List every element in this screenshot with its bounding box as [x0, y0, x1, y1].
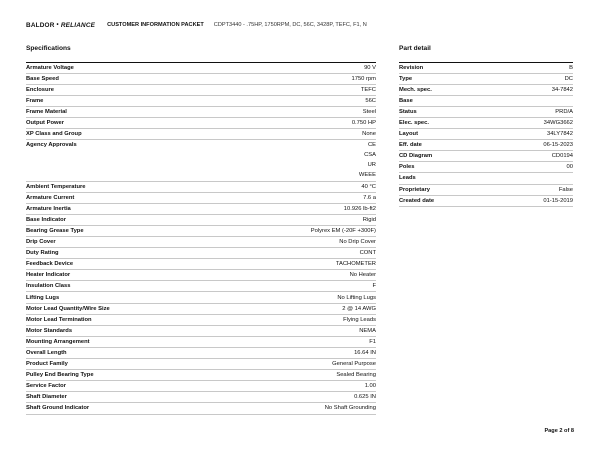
spec-label-continuation [26, 160, 226, 170]
spec-row [26, 214, 376, 225]
spec-value: 1750 rpm [226, 73, 376, 84]
brand-logo [26, 22, 95, 29]
spec-row [26, 140, 376, 151]
spec-row [26, 170, 376, 181]
part-detail-label: Status [399, 106, 489, 117]
part-detail-row [399, 84, 573, 95]
spec-value: TEFC [226, 84, 376, 95]
part-detail-value: 00 [489, 162, 573, 173]
part-detail-label: Layout [399, 129, 489, 140]
spec-label: Motor Lead Termination [26, 314, 226, 325]
spec-row [26, 95, 376, 106]
part-detail-value: 01-15-2019 [489, 195, 573, 206]
spec-row [26, 203, 376, 214]
part-detail-value: 34WG3662 [489, 117, 573, 128]
spec-row [26, 248, 376, 259]
spec-value: 16.64 IN [226, 347, 376, 358]
spec-row [26, 225, 376, 236]
spec-value: Flying Leads [226, 314, 376, 325]
spec-label: XP Class and Group [26, 129, 226, 140]
packet-title: CUSTOMER INFORMATION PACKET [107, 22, 204, 28]
spec-value: WEEE [226, 170, 376, 181]
spec-row [26, 314, 376, 325]
spec-value: No Drip Cover [226, 237, 376, 248]
part-detail-row [399, 117, 573, 128]
part-detail-label: Type [399, 73, 489, 84]
spec-value: Rigid [226, 214, 376, 225]
part-detail-label: Revision [399, 62, 489, 73]
spec-value: 10.926 lb-ft2 [226, 203, 376, 214]
part-detail-label: CD Diagram [399, 151, 489, 162]
spec-value: F1 [226, 336, 376, 347]
spec-row [26, 84, 376, 95]
part-detail-row [399, 95, 573, 106]
spec-label: Base Speed [26, 73, 226, 84]
spec-row [26, 117, 376, 128]
spec-value: Steel [226, 106, 376, 117]
spec-label: Feedback Device [26, 259, 226, 270]
spec-row [26, 381, 376, 392]
spec-label: Heater Indicator [26, 270, 226, 281]
part-detail-value: 34LY7842 [489, 129, 573, 140]
part-detail-label: Mech. spec. [399, 84, 489, 95]
part-detail-row [399, 140, 573, 151]
spec-label: Ambient Temperature [26, 181, 226, 192]
part-detail-value: 06-15-2023 [489, 140, 573, 151]
spec-value: UR [367, 162, 376, 169]
spec-label: Product Family [26, 359, 226, 370]
specifications-table [26, 62, 376, 415]
spec-row [26, 359, 376, 370]
part-detail-label: Elec. spec. [399, 117, 489, 128]
logo-baldor: BALDOR [26, 21, 55, 29]
part-detail-row [399, 162, 573, 173]
spec-value: 0.625 IN [226, 392, 376, 403]
part-detail-title: Part detail [399, 45, 431, 52]
part-detail-value: B [489, 62, 573, 73]
part-detail-row [399, 173, 573, 184]
spec-label: Duty Rating [26, 248, 226, 259]
part-detail-row [399, 129, 573, 140]
spec-row [26, 237, 376, 248]
spec-row [26, 106, 376, 117]
spec-label-continuation [26, 170, 226, 181]
spec-row [26, 62, 376, 73]
spec-row [26, 160, 376, 170]
spec-label: Drip Cover [26, 237, 226, 248]
part-detail-label: Leads [399, 173, 489, 184]
document-header [26, 20, 367, 30]
part-detail-row [399, 184, 573, 195]
spec-value: 1.00 [226, 381, 376, 392]
part-detail-value: CD0194 [489, 151, 573, 162]
spec-label: Mounting Arrangement [26, 336, 226, 347]
part-detail-row [399, 106, 573, 117]
spec-row [26, 181, 376, 192]
spec-row [26, 403, 376, 414]
spec-row [26, 150, 376, 160]
part-detail-value: 34-7842 [489, 84, 573, 95]
part-detail-value: DC [489, 73, 573, 84]
part-detail-label: Poles [399, 162, 489, 173]
spec-value: 2 @ 14 AWG [226, 303, 376, 314]
spec-row [26, 303, 376, 314]
spec-label: Motor Standards [26, 325, 226, 336]
part-detail-value: False [489, 184, 573, 195]
part-detail-label: Proprietary [399, 184, 489, 195]
spec-row [26, 292, 376, 303]
part-detail-table [399, 62, 573, 207]
spec-value: No Lifting Lugs [226, 292, 376, 303]
part-detail-value [489, 173, 573, 184]
spec-row [26, 129, 376, 140]
part-detail-row [399, 62, 573, 73]
page-number: Page 2 of 8 [544, 428, 574, 434]
part-detail-label: Eff. date [399, 140, 489, 151]
spec-value: 0.750 HP [226, 117, 376, 128]
spec-value: CSA [364, 152, 376, 159]
spec-row [26, 370, 376, 381]
spec-value: 90 V [226, 62, 376, 73]
spec-label: Armature Inertia [26, 203, 226, 214]
spec-row [26, 270, 376, 281]
spec-value: 56C [226, 95, 376, 106]
spec-value: CE [367, 142, 376, 149]
part-detail-value [489, 95, 573, 106]
logo-separator-icon: • [56, 22, 59, 28]
spec-label: Frame Material [26, 106, 226, 117]
spec-value: None [226, 129, 376, 140]
spec-value: No Heater [226, 270, 376, 281]
spec-label: Pulley End Bearing Type [26, 370, 226, 381]
spec-value: 7.6 a [226, 192, 376, 203]
spec-label-continuation [26, 150, 226, 160]
spec-label: Service Factor [26, 381, 226, 392]
spec-label: Armature Voltage [26, 62, 226, 73]
spec-value: Sealed Bearing [226, 370, 376, 381]
part-detail-row [399, 151, 573, 162]
spec-value: 40 °C [226, 181, 376, 192]
spec-label: Overall Length [26, 347, 226, 358]
spec-row [26, 73, 376, 84]
specifications-title: Specifications [26, 45, 71, 52]
spec-value: CONT [226, 248, 376, 259]
spec-label: Armature Current [26, 192, 226, 203]
spec-row [26, 192, 376, 203]
spec-value: No Shaft Grounding [226, 403, 376, 414]
spec-label: Motor Lead Quantity/Wire Size [26, 303, 226, 314]
spec-label: Shaft Diameter [26, 392, 226, 403]
spec-value: TACHOMETER [226, 259, 376, 270]
logo-reliance: RELIANCE [60, 21, 96, 29]
spec-label: Insulation Class [26, 281, 226, 292]
spec-value: F [226, 281, 376, 292]
spec-label: Output Power [26, 117, 226, 128]
spec-row [26, 392, 376, 403]
spec-row [26, 281, 376, 292]
part-detail-label: Base [399, 95, 489, 106]
spec-row [26, 347, 376, 358]
part-detail-value: PRD/A [489, 106, 573, 117]
spec-label: Frame [26, 95, 226, 106]
spec-label: Agency Approvals [26, 142, 77, 149]
spec-value: NEMA [226, 325, 376, 336]
part-detail-label: Created date [399, 195, 489, 206]
spec-label: Enclosure [26, 84, 226, 95]
spec-row [26, 259, 376, 270]
spec-value: General Purpose [226, 359, 376, 370]
spec-label: Lifting Lugs [26, 292, 226, 303]
spec-label: Shaft Ground Indicator [26, 403, 226, 414]
part-detail-row [399, 73, 573, 84]
spec-row [26, 336, 376, 347]
spec-value: Polyrex EM (-20F +300F) [226, 225, 376, 236]
spec-label: Bearing Grease Type [26, 225, 226, 236]
part-detail-row [399, 195, 573, 206]
spec-label: Base Indicator [26, 214, 226, 225]
spec-row [26, 325, 376, 336]
product-description: CDPT3440 - .75HP, 1750RPM, DC, 56C, 3428P, TEFC, F1, N [213, 22, 367, 28]
